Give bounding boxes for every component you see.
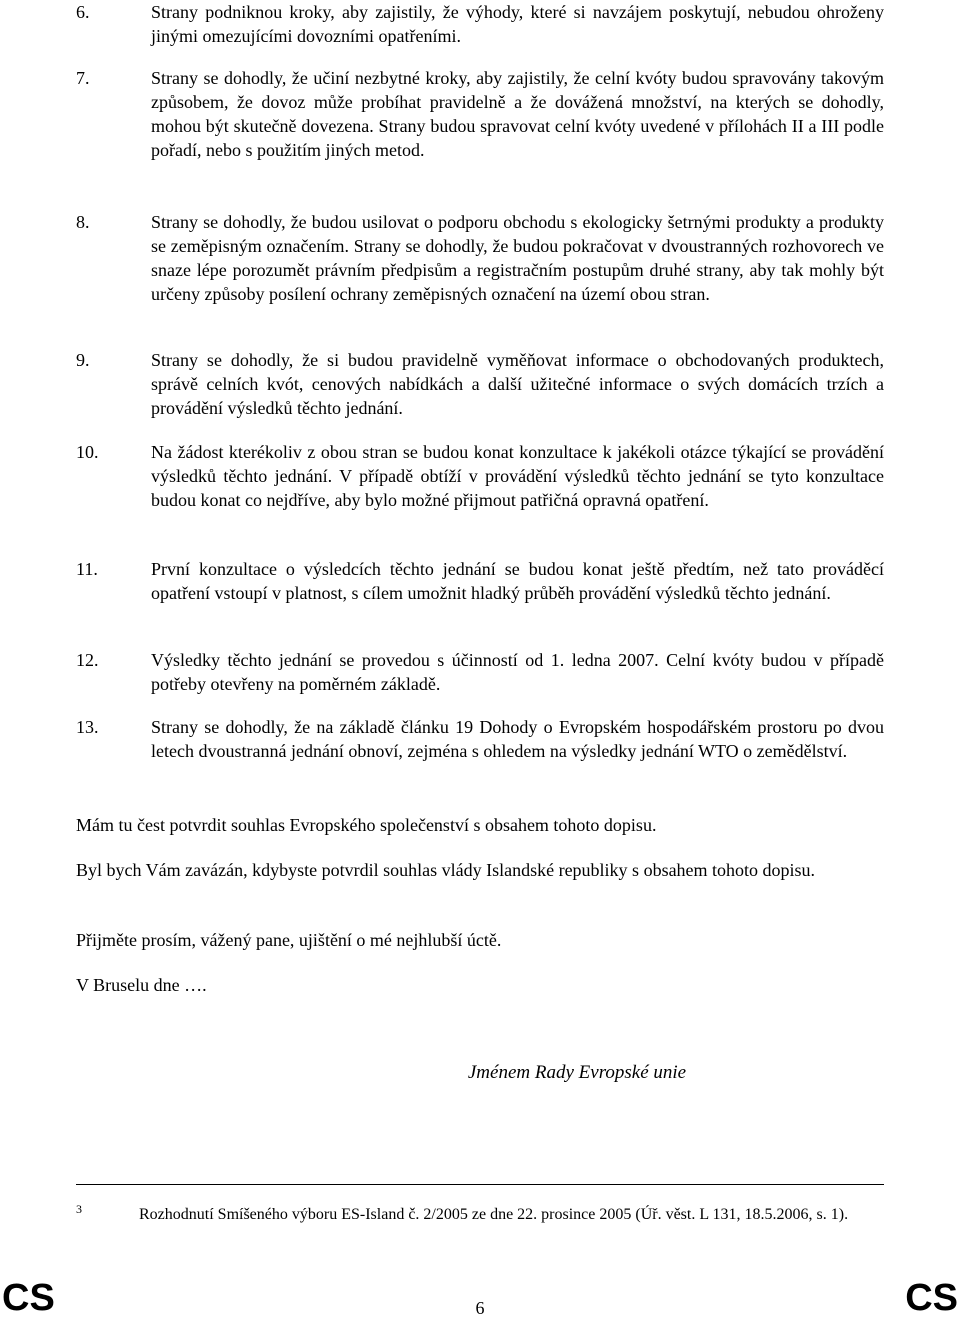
list-item-13: [76, 715, 884, 763]
item-number: 7.: [76, 68, 90, 88]
item-text: Výsledky těchto jednání se provedou s účinností od 1. ledna 2007. Celní kvóty budou v případě potřeby otevřeny na poměrném základě.: [151, 650, 884, 694]
item-text: Strany se dohodly, že učiní nezbytné kroky, aby zajistily, že celní kvóty budou spravovány takovým způsobem, že dovoz může probíhat pravidelně a že dovážená množství, na kterých se dohodly, mohou být skutečně dovezena. Strany budou spravovat celní kvóty uvedené v přílohách II a III podle pořadí, nebo s použitím jiných metod.: [151, 68, 884, 160]
list-item-9: [76, 348, 884, 420]
list-item-11: [76, 557, 884, 605]
list-item-6: [76, 0, 884, 48]
item-number: 6.: [76, 2, 90, 22]
list-item-12: [76, 648, 884, 696]
item-number: 12.: [76, 650, 99, 670]
item-text: První konzultace o výsledcích těchto jednání se budou konat ještě předtím, než tato prováděcí opatření vstoupí v platnost, s cílem umožnit hladký průběh provádění výsledků těchto jednání.: [151, 559, 884, 603]
closing-paragraph-2: Byl bych Vám zavázán, kdybyste potvrdil souhlas vlády Islandské republiky s obsahem tohoto dopisu.: [76, 860, 816, 880]
item-number: 8.: [76, 212, 90, 232]
language-code-left: CS: [2, 1277, 55, 1319]
place-date-line: V Bruselu dne ….: [76, 975, 207, 995]
item-number: 10.: [76, 442, 99, 462]
language-code-right: CS: [905, 1277, 958, 1319]
list-item-8: [76, 210, 884, 306]
closing-paragraph-1: Mám tu čest potvrdit souhlas Evropského společenství s obsahem tohoto dopisu.: [76, 815, 657, 835]
list-item-10: [76, 440, 884, 512]
item-text: Strany se dohodly, že budou usilovat o podporu obchodu s ekologicky šetrnými produkty a produkty se zeměpisným označením. Strany se dohodly, že budou pokračovat v dvoustranných rozhovorech ve snaze lépe porozumět právním předpisům a registračním postupům druhé strany, aby tak mohly být určeny způsoby posílení ochrany zeměpisných označení na území obou stran.: [151, 212, 884, 304]
item-text: Strany se dohodly, že na základě článku 19 Dohody o Evropském hospodářském prostoru po dvou letech dvoustranná jednání obnoví, zejména s ohledem na výsledky jednání WTO o zemědělství.: [151, 717, 884, 761]
page-number: 6: [475, 1298, 485, 1318]
list-item-7: [76, 66, 884, 162]
footnote-number: 3: [76, 1202, 82, 1216]
footnote-separator: [76, 1184, 884, 1185]
footnote-text: Rozhodnutí Smíšeného výboru ES-Island č. 2/2005 ze dne 22. prosince 2005 (Úř. věst. L 131, 18.5.2006, s. 1).: [139, 1206, 849, 1223]
item-text: Strany podniknou kroky, aby zajistily, že výhody, které si navzájem poskytují, nebudou ohroženy jinými omezujícími dovozními opatřeními.: [151, 2, 884, 46]
item-text: Na žádost kterékoliv z obou stran se budou konat konzultace k jakékoli otázce týkající se provádění výsledků těchto jednání. V případě obtíží v provádění výsledků těchto jednání se tyto konzultace budou konat co nejdříve, aby bylo možné přijmout patřičná opravná opatření.: [151, 442, 884, 510]
signature-line: Jménem Rady Evropské unie: [467, 1062, 687, 1083]
item-number: 9.: [76, 350, 90, 370]
item-text: Strany se dohodly, že si budou pravidelně vyměňovat informace o obchodovaných produktech, správě celních kvót, cenových nabídkách a další užitečné informace o svých domácích trzích a provádění výsledků těchto jednání.: [151, 350, 884, 418]
item-number: 11.: [76, 559, 98, 579]
closing-paragraph-3: Přijměte prosím, vážený pane, ujištění o mé nejhlubší úctě.: [76, 930, 502, 950]
item-number: 13.: [76, 717, 99, 737]
